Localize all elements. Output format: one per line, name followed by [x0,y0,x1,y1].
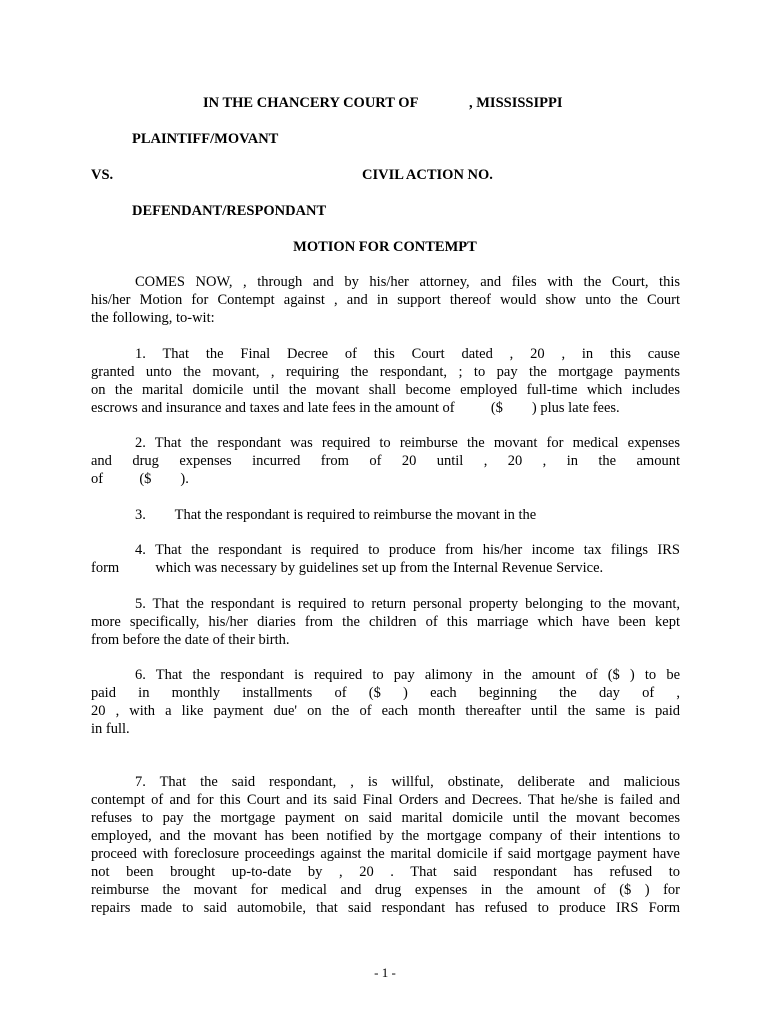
paragraph-2-line-1: 2. That the respondant was required to reimburse the movant for medical expenses [135,435,680,451]
paragraph-1-line-4: escrows and insurance and taxes and late fees in the amount of ($ ) plus late fees. [91,400,620,416]
paragraph-7-line-2: contempt of and for this Court and its said Final Orders and Decrees. That he/she is failed and [91,792,680,808]
versus-label: VS. [91,167,114,183]
document-title: MOTION FOR CONTEMPT [293,239,477,255]
paragraph-1-line-3: on the marital domicile until the movant shall become employed full-time which includes [91,382,680,398]
paragraph-7-line-7: reimburse the movant for medical and drug expenses in the amount of ($ ) for [91,882,680,898]
paragraph-7-line-4: employed, and the movant has been notified by the mortgage company of their intentions to [91,828,680,844]
intro-line-2: his/her Motion for Contempt against , and in support thereof would show unto the Court [91,292,680,308]
paragraph-6-line-2: paid in monthly installments of ($ ) each beginning the day of , [91,685,680,701]
paragraph-7-line-1: 7. That the said respondant, , is willful, obstinate, deliberate and malicious [135,774,680,790]
civil-action-label: CIVIL ACTION NO. [362,167,493,183]
page-number: - 1 - [374,965,396,980]
paragraph-5-line-2: more specifically, his/her diaries from the children of this marriage which have been kept [91,614,680,630]
paragraph-7-line-5: proceed with foreclosure proceedings against the marital domicile if said mortgage payment have [91,846,680,862]
paragraph-5-line-3: from before the date of their birth. [91,632,290,648]
paragraph-6-line-1: 6. That the respondant is required to pay alimony in the amount of ($ ) to be [135,667,680,683]
paragraph-7-line-3: refuses to pay the mortgage payment on said marital domicile until the movant becomes [91,810,680,826]
paragraph-3-line-1: 3. That the respondant is required to reimburse the movant in the [135,507,537,523]
paragraph-2-line-2: and drug expenses incurred from of 20 until , 20 , in the amount [91,453,680,469]
paragraph-1-line-1: 1. That the Final Decree of this Court dated , 20 , in this cause [135,346,680,362]
intro-line-1: COMES NOW, , through and by his/her attorney, and files with the Court, this [135,274,680,290]
plaintiff-label: PLAINTIFF/MOVANT [132,131,279,147]
paragraph-7-line-6: not been brought up-to-date by , 20 . That said respondant has refused to [91,864,680,880]
court-heading: IN THE CHANCERY COURT OF [203,95,419,111]
paragraph-4-line-1: 4. That the respondant is required to produce from his/her income tax filings IRS [135,542,680,558]
paragraph-7-line-8: repairs made to said automobile, that said respondant has refused to produce IRS Form [91,900,680,916]
paragraph-6-line-4: in full. [91,721,130,737]
intro-line-3: the following, to-wit: [91,310,215,326]
paragraph-4-line-2: form which was necessary by guidelines set up from the Internal Revenue Service. [91,560,604,576]
defendant-label: DEFENDANT/RESPONDANT [132,203,327,219]
paragraph-6-line-3: 20 , with a like payment due' on the of each month thereafter until the same is paid [91,703,680,719]
court-state: , MISSISSIPPI [469,95,563,111]
paragraph-5-line-1: 5. That the respondant is required to return personal property belonging to the movant, [135,596,680,612]
paragraph-1-line-2: granted unto the movant, , requiring the respondant, ; to pay the mortgage payments [91,364,680,380]
paragraph-2-line-3: of ($ ). [91,471,189,487]
